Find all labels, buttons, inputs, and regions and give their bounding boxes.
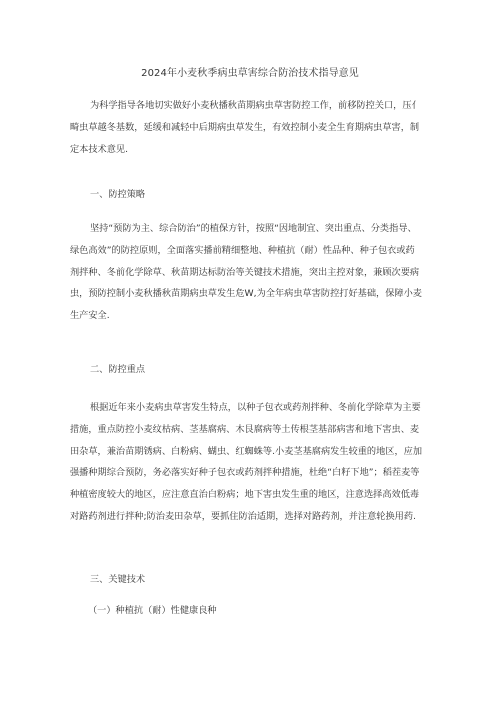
intro-line: 为科学指导各地切实做好小麦秋播秋苗期病虫草害防控工作，前移防控关口，压亻 <box>90 100 421 111</box>
document-title: 2024年小麦秋季病虫草害综合防治技术指导意见 <box>141 68 359 79</box>
intro-line: 畸虫草越冬基数，延缓和减轻中后期病虫草发生，有效控制小麦全生育期病虫草害，制 <box>70 121 420 133</box>
section3-subheading: （一）种植抗（耐）性健康良种 <box>88 605 217 616</box>
section2-line: 对路药剂进行拌种;防治麦田杂草，要抓住防治适期，选择对路药剂，并注意轮换用药. <box>70 510 416 522</box>
section2-line: 根据近年来小麦病虫草害发生特点，以种子包衣或药剂拌种、冬前化学除草为主要 <box>90 402 421 413</box>
section1-line: 绿色高效”的防控原则，全面落实播前精细整地、种植抗（耐）性品种、种子包衣或药 <box>70 244 415 256</box>
section1-line: 坚持“预防为主、综合防治”的植保方针，按照“因地制宜、突出重点、分类指导、 <box>90 223 417 234</box>
intro-line: 定本技术意见. <box>70 143 129 155</box>
section1-line: 生产安全. <box>70 310 110 322</box>
section2-line: 田杂草，兼治苗期锈病、白粉病、蝴虫、红蜘蛛等.小麦茎基腐病发生较重的地区，应加 <box>70 445 423 457</box>
section1-line: 虫，预防控制小麦秋播秋苗期病虫草发生危W,为全年病虫草害防控打好基础，保障小麦 <box>70 288 422 300</box>
section1-paragraph <box>70 221 432 330</box>
intro-paragraph <box>70 98 432 163</box>
section2-heading: 二、防控重点 <box>90 364 146 375</box>
section3-heading: 三、关键技术 <box>90 574 146 585</box>
section2-line: 种植密度较大的地区，应注意直治白粉病；地下害虫发生重的地区，注意选择高效低毒 <box>70 489 420 501</box>
section1-line: 剂拌种、冬前化学除草、秋苗期达标防治等关键技术措施，突出主控对象，兼顾次要病 <box>70 266 420 278</box>
section2-line: 措施，重点防控小麦纹枯病、茎基腐病、木艮腐病等土传根茎基部病害和地下害虫、麦 <box>70 423 420 435</box>
section2-line: 强播种期综合预防，务必落实好种子包衣或药剂拌种措施，杜绝“白籽下地”；稻茬麦等 <box>70 467 420 479</box>
section2-paragraph <box>70 400 432 531</box>
section1-heading: 一、防控策略 <box>90 189 146 200</box>
